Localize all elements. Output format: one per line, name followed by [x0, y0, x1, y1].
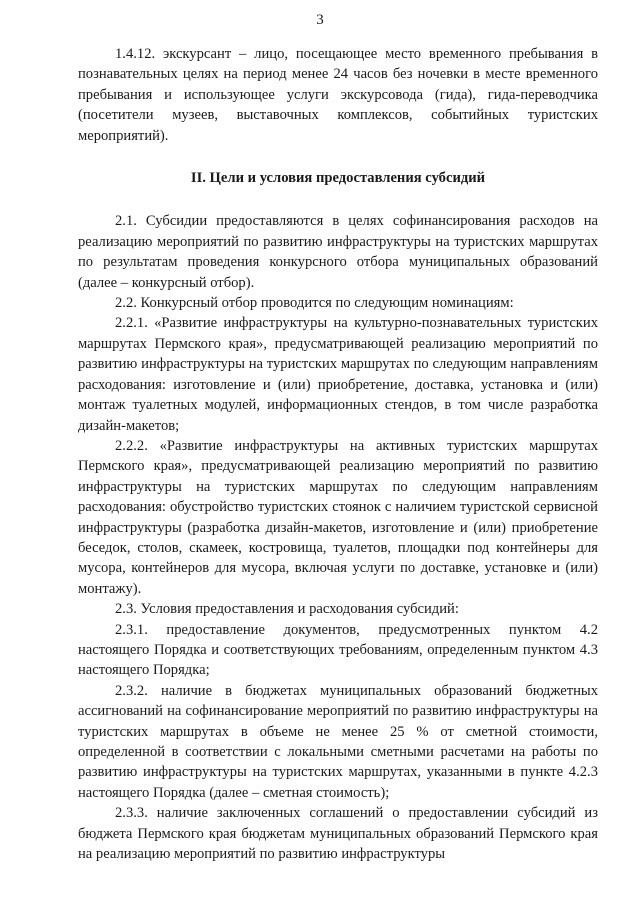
- section-heading: II. Цели и условия предоставления субсидий: [190, 170, 486, 187]
- clause-2-2-2: 2.2.2. «Развитие инфраструктуры на активных туристских маршрутах Пермского края», предусматривающей реализацию мероприятий по развитию инфраструктуры на туристских маршрутах по следующим направлениям расходования: обустройство туристских стоянок с наличием туристской сервисной инфраструктуры (разработка дизайн-макетов, изготовление и (или) приобретение беседок, столов, скамеек, костровища, туалетов, площадки под контейнеры для мусора, контейнеров для мусора, включая услуги по доставке, установке и (или) монтажу).: [78, 437, 598, 597]
- clause-2-3-3: 2.3.3. наличие заключенных соглашений о предоставлении субсидий из бюджета Пермского края бюджетам муниципальных образований Пермского края на реализацию мероприятий по развитию инфраструктуры: [78, 805, 598, 863]
- page-number: 3: [316, 12, 324, 28]
- clause-1-4-12: 1.4.12. экскурсант – лицо, посещающее место временного пребывания в познавательных целях на период менее 24 часов без ночевки в месте временного пребывания и использующее услуги экскурсовода (гида), гида-переводчика (посетители музеев, выставочных комплексов, событийных туристских мероприятий).: [78, 46, 598, 144]
- clause-2-3-2: 2.3.2. наличие в бюджетах муниципальных образований бюджетных ассигнований на софинансирование мероприятий по развитию инфраструктуры на туристских маршрутах в объеме не менее 25 % от сметной стоимости, определенной в соответствии с локальными сметными расчетами на работы по развитию инфраструктуры на туристских маршрутах, указанными в пункте 4.2.3 настоящего Порядка (далее – сметная стоимость);: [78, 682, 598, 801]
- clause-2-3-1: 2.3.1. предоставление документов, предусмотренных пунктом 4.2 настоящего Порядка и соответствующих требованиям, определенным пунктом 4.3 настоящего Порядка;: [78, 621, 598, 679]
- clause-2-1: 2.1. Субсидии предоставляются в целях софинансирования расходов на реализацию мероприятий по развитию инфраструктуры на туристских маршрутах по результатам проведения конкурсного отбора муниципальных образований (далее – конкурсный отбор).: [78, 213, 598, 291]
- clause-2-2-1: 2.2.1. «Развитие инфраструктуры на культурно-познавательных туристских маршрутах Пермского края», предусматривающей реализацию мероприятий по развитию инфраструктуры на туристских маршрутах по следующим направлениям расходования: изготовление и (или) приобретение, доставка, установка и (или) монтаж туалетных модулей, информационных стендов, в том числе разработка дизайн-макетов;: [78, 315, 598, 434]
- clause-2-2: 2.2. Конкурсный отбор проводится по следующим номинациям:: [115, 295, 514, 312]
- document-body: [78, 44, 598, 864]
- clause-2-3: 2.3. Условия предоставления и расходования субсидий:: [115, 601, 459, 618]
